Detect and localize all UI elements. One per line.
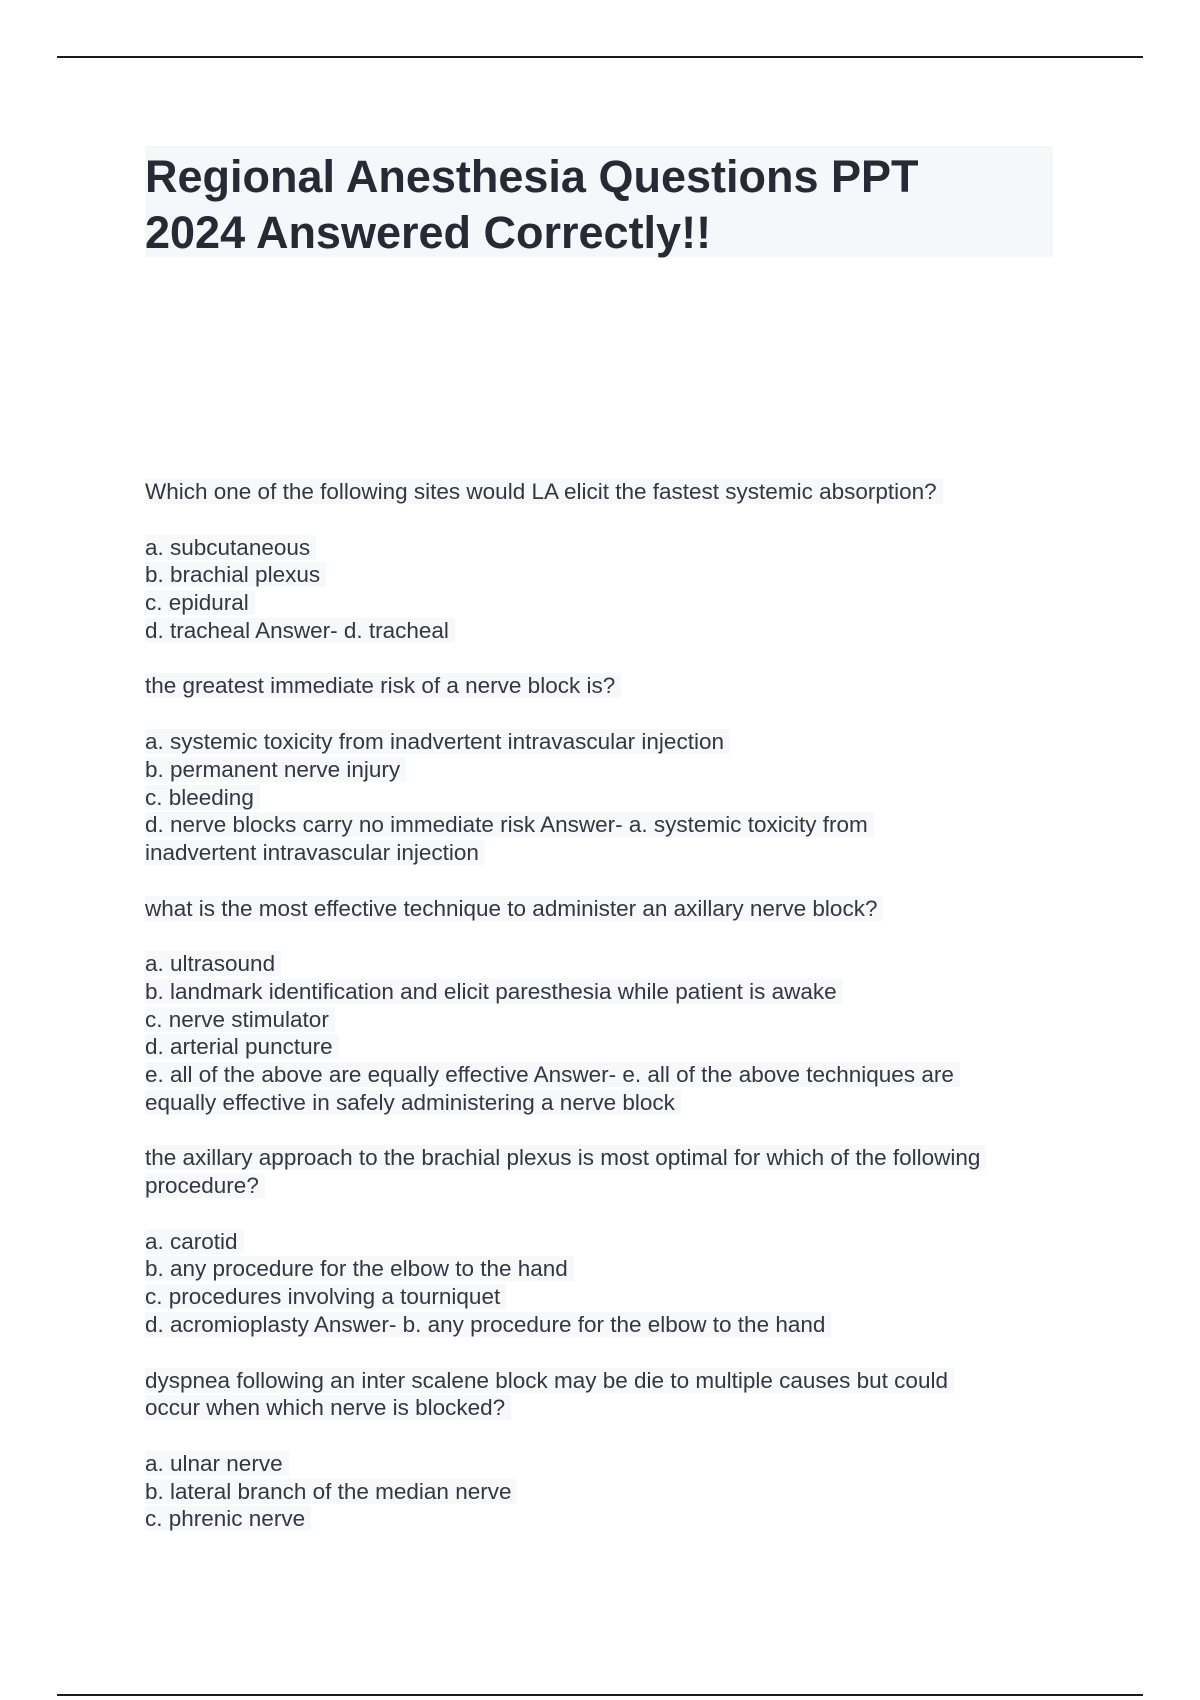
question-prompt-line <box>145 478 1065 506</box>
question-prompt-line <box>145 1172 1065 1200</box>
option-text: a. systemic toxicity from inadvertent intravascular injection <box>145 729 730 754</box>
question-prompt-text: procedure? <box>145 1173 265 1198</box>
option-text: inadvertent intravascular injection <box>145 840 485 865</box>
option-text: c. phrenic nerve <box>145 1506 311 1531</box>
option-text: a. ulnar nerve <box>145 1451 289 1476</box>
option-line <box>145 1505 1065 1533</box>
option-line <box>145 784 1065 812</box>
option-line <box>145 1255 1065 1283</box>
question-block <box>145 478 1065 644</box>
option-text: d. tracheal Answer- d. tracheal <box>145 618 455 643</box>
question-prompt-line <box>145 1367 1065 1395</box>
prompt-options-gap <box>145 700 1065 728</box>
option-text: c. nerve stimulator <box>145 1007 335 1032</box>
option-line <box>145 561 1065 589</box>
option-text: c. bleeding <box>145 785 260 810</box>
prompt-options-gap <box>145 1200 1065 1228</box>
top-rule <box>57 56 1143 58</box>
question-block <box>145 895 1065 1117</box>
option-line <box>145 1033 1065 1061</box>
option-text: d. nerve blocks carry no immediate risk Answer- a. systemic toxicity from <box>145 812 874 837</box>
question-prompt-text: what is the most effective technique to administer an axillary nerve block? <box>145 896 883 921</box>
question-block <box>145 672 1065 866</box>
option-line <box>145 811 1065 839</box>
option-line <box>145 1311 1065 1339</box>
option-text: b. permanent nerve injury <box>145 757 406 782</box>
option-line <box>145 756 1065 784</box>
option-text: equally effective in safely administering a nerve block <box>145 1090 681 1115</box>
option-line <box>145 589 1065 617</box>
question-prompt-line <box>145 895 1065 923</box>
option-text: c. epidural <box>145 590 255 615</box>
option-text: b. landmark identification and elicit paresthesia while patient is awake <box>145 979 843 1004</box>
option-text: e. all of the above are equally effective Answer- e. all of the above techniques are <box>145 1062 960 1087</box>
question-prompt-line <box>145 672 1065 700</box>
question-prompt-line <box>145 1144 1065 1172</box>
option-line <box>145 1006 1065 1034</box>
title-line-1: Regional Anesthesia Questions PPT <box>145 151 919 202</box>
title-line-2: 2024 Answered Correctly!! <box>145 207 712 258</box>
question-prompt-text: the greatest immediate risk of a nerve block is? <box>145 673 621 698</box>
option-text: b. brachial plexus <box>145 562 326 587</box>
question-prompt-text: the axillary approach to the brachial plexus is most optimal for which of the following <box>145 1145 986 1170</box>
option-text: a. ultrasound <box>145 951 281 976</box>
document-title <box>145 146 1053 257</box>
question-prompt-line <box>145 1394 1065 1422</box>
question-prompt-text: occur when which nerve is blocked? <box>145 1395 511 1420</box>
question-block <box>145 1367 1065 1533</box>
option-line <box>145 534 1065 562</box>
question-prompt-text: Which one of the following sites would LA elicit the fastest systemic absorption? <box>145 479 943 504</box>
question-block <box>145 1144 1065 1338</box>
option-line <box>145 1228 1065 1256</box>
option-line <box>145 1478 1065 1506</box>
option-line <box>145 950 1065 978</box>
option-text: c. procedures involving a tourniquet <box>145 1284 506 1309</box>
prompt-options-gap <box>145 1422 1065 1450</box>
bottom-rule <box>57 1694 1143 1696</box>
question-prompt-text: dyspnea following an inter scalene block may be die to multiple causes but could <box>145 1368 954 1393</box>
option-line <box>145 978 1065 1006</box>
option-text: d. acromioplasty Answer- b. any procedure for the elbow to the hand <box>145 1312 831 1337</box>
option-line <box>145 1450 1065 1478</box>
option-text: d. arterial puncture <box>145 1034 339 1059</box>
option-line <box>145 617 1065 645</box>
option-text: a. carotid <box>145 1229 244 1254</box>
option-text: b. lateral branch of the median nerve <box>145 1479 517 1504</box>
prompt-options-gap <box>145 506 1065 534</box>
option-text: a. subcutaneous <box>145 535 316 560</box>
option-line <box>145 1283 1065 1311</box>
option-line <box>145 839 1065 867</box>
prompt-options-gap <box>145 922 1065 950</box>
option-line <box>145 728 1065 756</box>
option-line <box>145 1089 1065 1117</box>
option-line <box>145 1061 1065 1089</box>
question-list <box>145 478 1065 1561</box>
option-text: b. any procedure for the elbow to the hand <box>145 1256 574 1281</box>
